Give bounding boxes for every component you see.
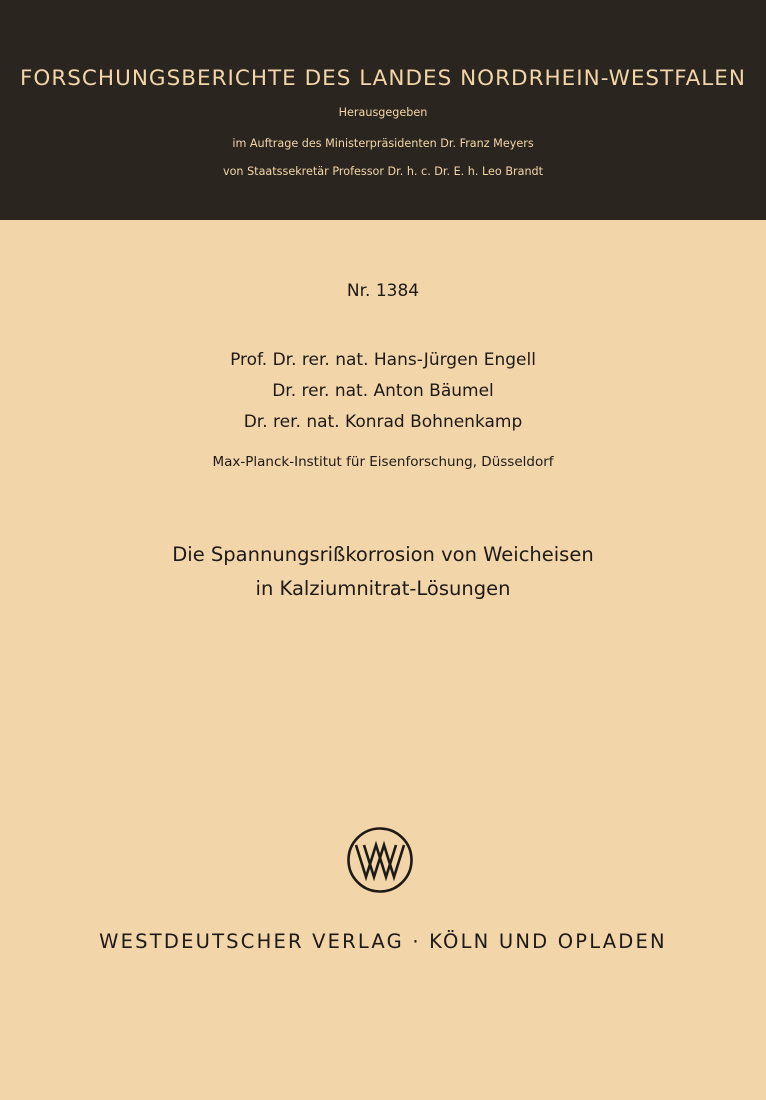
series-header-band: [0, 0, 766, 220]
author-1: Prof. Dr. rer. nat. Hans-Jürgen Engell: [230, 350, 536, 370]
series-title: FORSCHUNGSBERICHTE DES LANDES NORDRHEIN-WESTFALEN: [20, 66, 746, 91]
institute-affiliation: Max-Planck-Institut für Eisenforschung, Düsseldorf: [212, 454, 554, 470]
publisher-logo-icon: [346, 826, 414, 894]
editor-line-commission: im Auftrage des Ministerpräsidenten Dr. Franz Meyers: [232, 137, 534, 150]
book-title-line-2: in Kalziumnitrat-Lösungen: [255, 577, 511, 600]
report-number: Nr. 1384: [346, 281, 420, 301]
editor-line-published: Herausgegeben: [338, 106, 428, 119]
editor-line-secretary: von Staatssekretär Professor Dr. h. c. Dr. E. h. Leo Brandt: [222, 165, 544, 178]
author-3: Dr. rer. nat. Konrad Bohnenkamp: [243, 412, 523, 432]
book-title-line-1: Die Spannungsrißkorrosion von Weicheisen: [172, 543, 594, 566]
publisher-imprint: WESTDEUTSCHER VERLAG · KÖLN UND OPLADEN: [99, 930, 667, 953]
author-2: Dr. rer. nat. Anton Bäumel: [272, 381, 494, 401]
